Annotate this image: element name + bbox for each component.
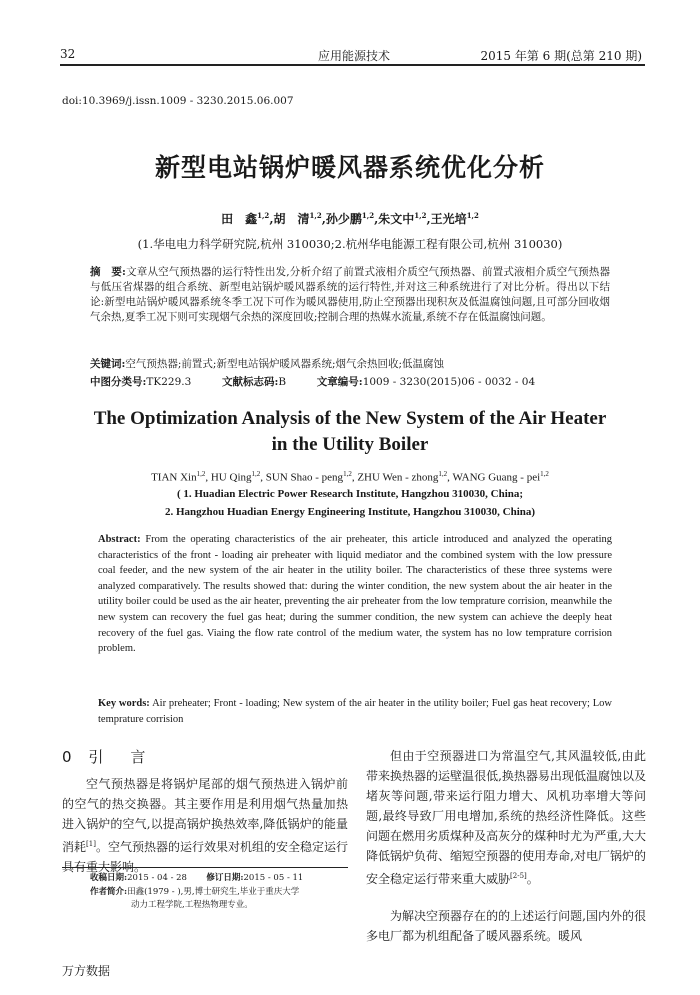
en-author: WANG Guang - pei xyxy=(452,471,541,484)
cn-authors: 田 鑫$^{1,2}$,胡 清$^{1,2}$,孙少鹏$^{1,2}$,朱文中$^{1,2}$,王光培$^{1,2}$ xyxy=(221,211,479,226)
cn-author: 胡 清 xyxy=(273,212,310,226)
en-title-line2: in the Utility Boiler xyxy=(271,434,429,455)
page-title: 新型电站锅炉暖风器系统优化分析 xyxy=(154,153,545,182)
en-author: ZHU Wen - zhong xyxy=(357,471,439,484)
left-paragraph xyxy=(62,774,348,877)
cn-author-sup: 1,2 xyxy=(257,211,270,220)
footnote-bio xyxy=(90,886,299,899)
en-author-sup: 1,2 xyxy=(251,470,261,478)
section-title: 引 言 xyxy=(88,748,152,766)
bio-label: 作者简介: xyxy=(90,887,128,897)
right-para-text: 但由于空预器进口为常温空气,其风温较低,由此带来换热器的运壁温很低,换热器易出现低温腐蚀以及堵灰等问题,带来运行阻力增大、风机功率增大等问题,最终导致厂用电增加,系统的热经济性降低。这些问题在燃用劣质煤种及高灰分的煤种时尤为严重,大大降低锅炉负荷、缩短空预器的使用寿命,对电厂锅炉的安全稳定运行带来重大威胁 xyxy=(366,749,646,886)
cn-author: 王光培 xyxy=(430,212,467,226)
doc-code-label: 文献标志码: xyxy=(222,376,279,388)
cn-classification xyxy=(90,375,610,390)
cn-author-sup: 1,2 xyxy=(414,211,427,220)
doc-code-value: B xyxy=(278,376,287,388)
issue-info: 2015 年第 6 期(总第 210 期) xyxy=(480,49,642,63)
revised-date: 2015 - 05 - 11 xyxy=(243,873,304,883)
revised-label: 修订日期: xyxy=(206,873,244,883)
doi: doi:10.3969/j.issn.1009 - 3230.2015.06.007 xyxy=(62,95,294,107)
article-no-label: 文章编号: xyxy=(316,376,363,388)
footnote-dates xyxy=(90,872,303,885)
section-number: 0 xyxy=(62,748,78,766)
cn-keywords-text: 空气预热器;前置式;新型电站锅炉暖风器系统;烟气余热回收;低温腐蚀 xyxy=(125,358,445,370)
en-keywords-label: Key words: xyxy=(98,698,150,709)
en-author-sup: 1,2 xyxy=(438,470,448,478)
clc-label: 中图分类号: xyxy=(90,376,147,388)
footnote-rule xyxy=(62,867,348,868)
cn-keywords-label: 关键词: xyxy=(90,358,126,370)
footer-watermark: 万方数据 xyxy=(62,964,111,978)
journal-name: 应用能源技术 xyxy=(318,49,391,63)
cn-author-sup: 1,2 xyxy=(466,211,479,220)
cn-author-sup: 1,2 xyxy=(309,211,322,220)
right-para-tail: 。 xyxy=(526,872,539,886)
cn-abstract-label: 摘 要: xyxy=(90,266,126,278)
en-abstract xyxy=(98,532,612,657)
cn-author-sup: 1,2 xyxy=(361,211,375,220)
cn-author: 朱文中 xyxy=(378,212,415,226)
page-number: 32 xyxy=(60,47,76,61)
received-date: 2015 - 04 - 28 xyxy=(127,873,187,883)
en-author: TIAN Xin xyxy=(151,471,197,484)
cn-abstract-text: 文章从空气预热器的运行特性出发,分析介绍了前置式液相介质空气预热器、前置式液相介质空气预热器与低压省煤器的组合系统、新型电站锅炉暖风器系统的运行特性,并对这三种系统进行了对比分析。得出以下结论:新型电站锅炉暖风器系统冬季工况下可作为暖风器使用,防止空预器出现积灰及低温腐蚀问题,且可部分回收烟气余热,夏季工况下则可实现烟气余热的深度回收;控制合理的热媒水流量,系统不存在低温腐蚀问题。 xyxy=(90,266,610,323)
en-author-sup: 1,2 xyxy=(540,470,549,478)
cn-affiliation: (1.华电电力科学研究院,杭州 310030;2.杭州华电能源工程有限公司,杭州 310030) xyxy=(137,237,563,251)
cn-author: 田 鑫 xyxy=(221,212,258,226)
right-paragraph-1 xyxy=(366,746,646,889)
en-keywords xyxy=(98,696,612,727)
cn-author: 孙少鹏 xyxy=(325,212,362,226)
left-para-text: 空气预热器是将锅炉尾部的烟气预热进入锅炉前的空气的热交换器。其主要作用是利用烟气热量加热进入锅炉的空气,以提高锅炉换热效率,降低锅炉的能量消耗 xyxy=(62,777,348,854)
en-author: SUN Shao - peng xyxy=(265,471,344,484)
en-authors: TIAN Xin$^{1,2}$, HU Qing$^{1,2}$, SUN Shao - peng$^{1,2}$, ZHU Wen - zhong$^{1,2}$, WANG Guang - pei$^{1,2}$ xyxy=(151,470,549,484)
en-title-line1: The Optimization Analysis of the New System of the Air Heater xyxy=(93,408,607,429)
en-affiliation-1: ( 1. Huadian Electric Power Research Institute, Hangzhou 310030, China; xyxy=(176,488,524,500)
en-author: HU Qing xyxy=(210,471,252,484)
left-para-tail: 。空气预热器的运行效果对机组的安全稳定运行具有重大影响。 xyxy=(62,840,348,874)
en-author-sup: 1,2 xyxy=(343,470,352,478)
en-affiliation-2: 2. Hangzhou Huadian Energy Engineering Institute, Hangzhou 310030, China) xyxy=(164,506,536,518)
section-heading xyxy=(62,746,151,767)
en-author-sup: 1,2 xyxy=(196,470,206,478)
citation: [2-5] xyxy=(510,872,527,880)
cn-abstract xyxy=(90,265,610,325)
cn-keywords xyxy=(90,357,610,372)
article-no-value: 1009 - 3230(2015)06 - 0032 - 04 xyxy=(362,376,536,388)
en-keywords-text: Air preheater; Front - loading; New system of the air heater in the utility boiler; Fuel gas heat recovery; Low temprature corrision xyxy=(98,698,613,725)
en-abstract-label: Abstract: xyxy=(98,534,141,545)
bio-line-2: 动力工程学院,工程热物理专业。 xyxy=(131,900,253,910)
bio-line-1: 田鑫(1979 - ),男,博士研究生,毕业于重庆大学 xyxy=(127,887,300,897)
received-label: 收稿日期: xyxy=(90,873,128,883)
en-abstract-text: From the operating characteristics of the air preheater, this article introduced and analyzed the operating characteristics of the front - loading air preheater with liquid mediator and the combined system with the low pressure coal feeder, and the new system of the air heater in the utility boiler. The characteristics of these three systems were analyzed comparatively. The results showed that: during the winter condition, the new system about the air heater in the utility boiler could be used as the air heater, preventing the air preheater from the low temprature corrision, meanwhile the new system can recovery the fuel gas heat; during the summer condition, the new system can achieve the deeply heat recovery of the fuel gas. Viaing the flow rate control of the medium water, the system has no low temprature corrision problem. xyxy=(98,534,613,655)
header-rule xyxy=(60,64,645,66)
citation: [1] xyxy=(86,840,96,848)
clc-value: TK229.3 xyxy=(146,376,192,388)
right-paragraph-2: 为解决空预器存在的的上述运行问题,国内外的很多电厂都为机组配备了暖风器系统。暖风 xyxy=(366,909,646,943)
